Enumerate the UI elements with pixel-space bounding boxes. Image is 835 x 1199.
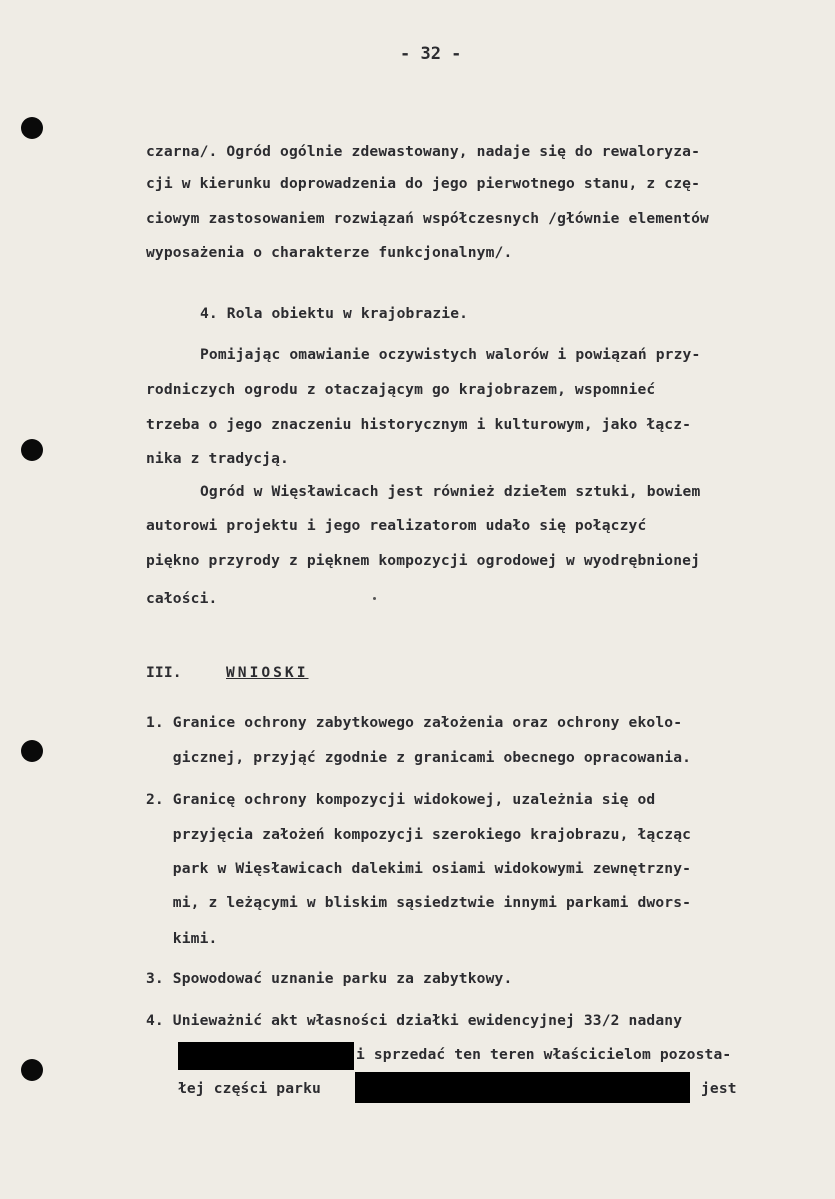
text-line: autorowi projektu i jego realizatorom udało się połączyć xyxy=(146,517,647,534)
list-item-line: 4. Unieważnić akt własności działki ewidencyjnej 33/2 nadany xyxy=(146,1012,683,1029)
list-item-line: łej części parku xyxy=(178,1080,321,1097)
list-item-line: kimi. xyxy=(146,930,218,947)
text-line: Pomijając omawianie oczywistych walorów i powiązań przy- xyxy=(200,346,701,363)
redaction-box xyxy=(355,1072,690,1103)
list-item-line: jest xyxy=(701,1080,737,1097)
list-item-line: przyjęcia założeń kompozycji szerokiego krajobrazu, łącząc xyxy=(146,826,692,843)
text-line: całości. xyxy=(146,590,218,607)
list-item-line: 1. Granice ochrony zabytkowego założenia oraz ochrony ekolo- xyxy=(146,714,683,731)
page-number: - 32 - xyxy=(400,44,462,64)
list-item-line: park w Więsławicach dalekimi osiami widokowymi zewnętrzny- xyxy=(146,860,692,877)
binder-hole xyxy=(21,439,43,461)
speck xyxy=(373,597,376,600)
text-line: rodniczych ogrodu z otaczającym go krajobrazem, wspomnieć xyxy=(146,381,656,398)
text-line: cji w kierunku doprowadzenia do jego pierwotnego stanu, z czę- xyxy=(146,175,701,192)
text-line: czarna/. Ogród ogólnie zdewastowany, nadaje się do rewaloryza- xyxy=(146,143,701,160)
section-title: WNIOSKI xyxy=(226,664,309,681)
binder-hole xyxy=(21,117,43,139)
text-line: Ogród w Więsławicach jest również dziełem sztuki, bowiem xyxy=(200,483,701,500)
text-line: ciowym zastosowaniem rozwiązań współczesnych /głównie elementów xyxy=(146,210,709,227)
binder-hole xyxy=(21,1059,43,1081)
list-item-line: 2. Granicę ochrony kompozycji widokowej, uzależnia się od xyxy=(146,791,656,808)
text-line: trzeba o jego znaczeniu historycznym i kulturowym, jako łącz- xyxy=(146,416,692,433)
section-heading: 4. Rola obiektu w krajobrazie. xyxy=(200,305,469,322)
text-line: nika z tradycją. xyxy=(146,450,289,467)
text-line: wyposażenia o charakterze funkcjonalnym/. xyxy=(146,244,513,261)
section-number: III. xyxy=(146,664,182,681)
list-item-line: mi, z leżącymi w bliskim sąsiedztwie innymi parkami dwors- xyxy=(146,894,692,911)
redaction-box xyxy=(178,1042,354,1070)
text-line: piękno przyrody z pięknem kompozycji ogrodowej w wyodrębnionej xyxy=(146,552,701,569)
list-item-line: gicznej, przyjąć zgodnie z granicami obecnego opracowania. xyxy=(146,749,692,766)
list-item-line: 3. Spowodować uznanie parku za zabytkowy. xyxy=(146,970,513,987)
list-item-line: i sprzedać ten teren właścicielom pozosta- xyxy=(356,1046,732,1063)
binder-hole xyxy=(21,740,43,762)
